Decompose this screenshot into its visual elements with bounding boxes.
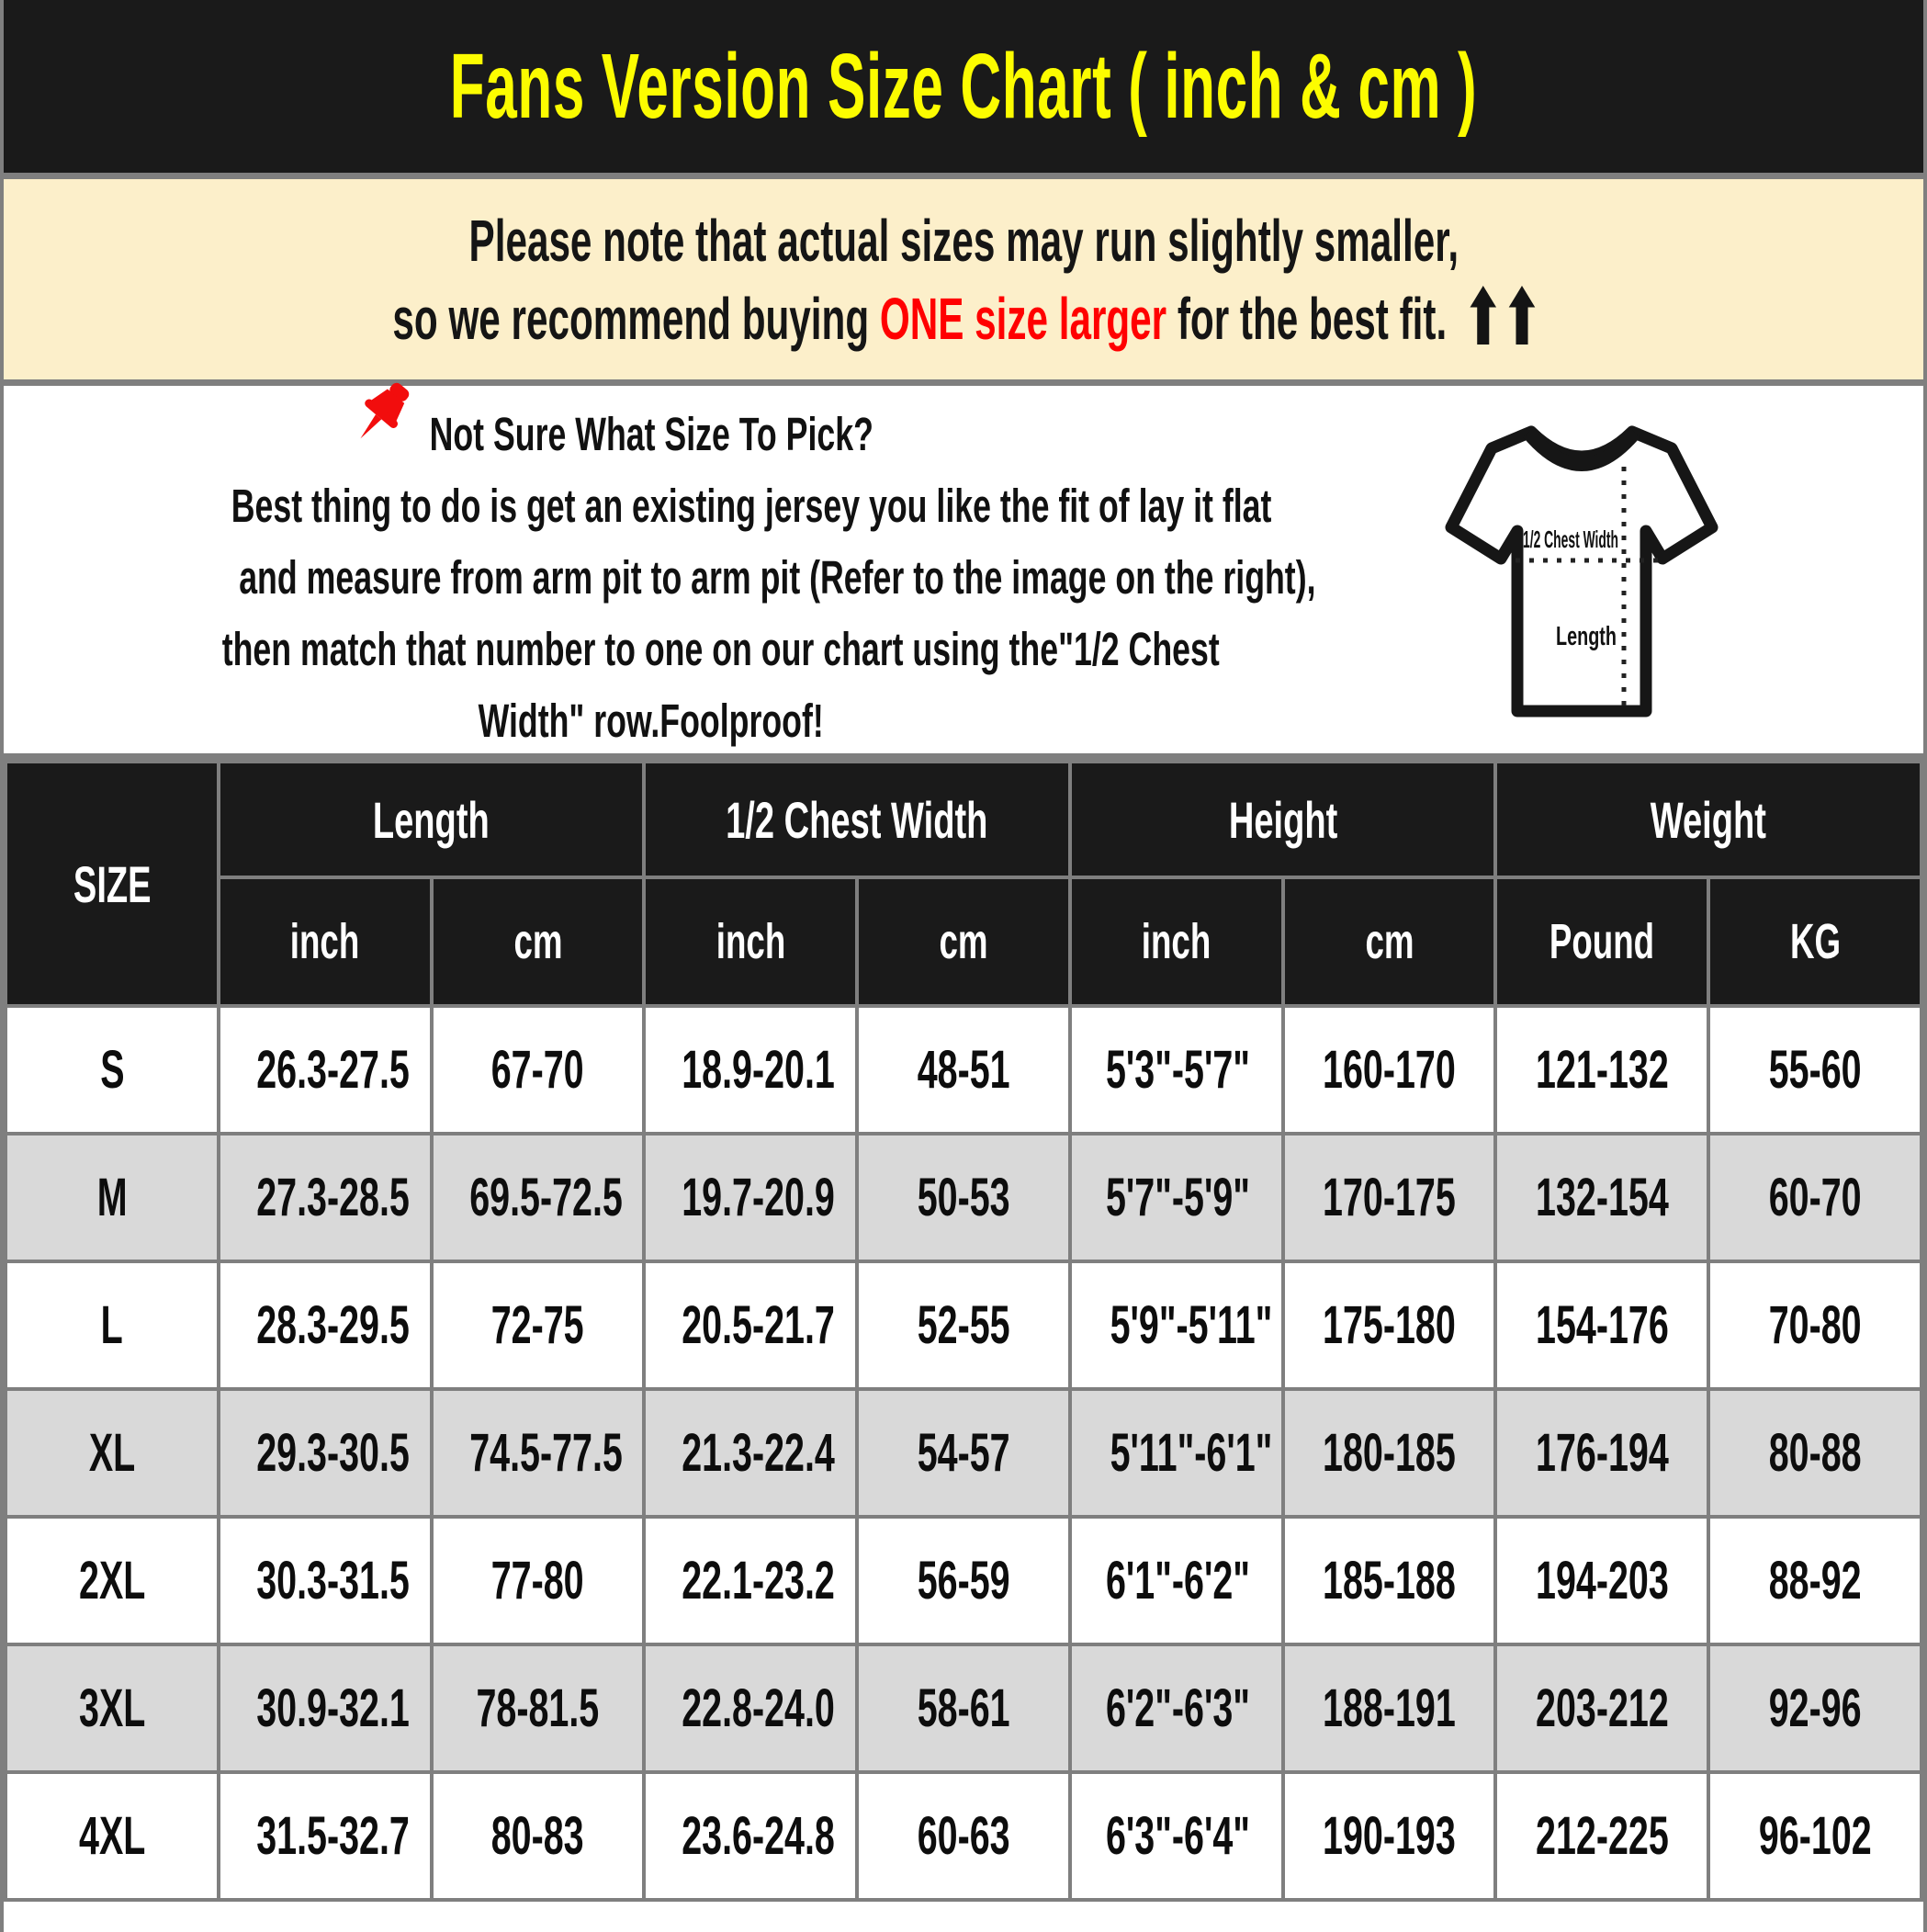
value-cell: 22.1-23.2 — [644, 1517, 857, 1644]
value-cell: 28.3-29.5 — [219, 1261, 432, 1389]
size-table — [4, 760, 1923, 1902]
value-cell: 80-83 — [432, 1772, 645, 1900]
col-group-chest-width: 1/2 Chest Width — [644, 762, 1070, 877]
value-cell: 176-194 — [1495, 1389, 1708, 1517]
col-group-length: Length — [219, 762, 645, 877]
value-cell: 5'3"-5'7" — [1070, 1006, 1283, 1134]
value-cell: 160-170 — [1283, 1006, 1496, 1134]
value-cell: 27.3-28.5 — [219, 1134, 432, 1261]
table-row — [6, 1134, 1921, 1261]
size-larger-highlight: ONE size larger — [879, 285, 1166, 352]
size-cell: XL — [6, 1389, 219, 1517]
value-cell: 203-212 — [1495, 1644, 1708, 1772]
value-cell: 31.5-32.7 — [219, 1772, 432, 1900]
guide-line: Width" row.Foolproof! — [478, 695, 825, 747]
col-group-weight: Weight — [1495, 762, 1921, 877]
value-cell: 58-61 — [857, 1644, 1070, 1772]
guide-text — [8, 399, 1316, 757]
value-cell: 96-102 — [1708, 1772, 1921, 1900]
value-cell: 23.6-24.8 — [644, 1772, 857, 1900]
value-cell: 132-154 — [1495, 1134, 1708, 1261]
guide-line: and measure from arm pit to arm pit (Refer to the image on the right), — [239, 551, 1316, 604]
value-cell: 67-70 — [432, 1006, 645, 1134]
guide-line: then match that number to one on our chart using the"1/2 Chest — [221, 623, 1220, 675]
value-cell: 88-92 — [1708, 1517, 1921, 1644]
header-bar — [4, 0, 1923, 173]
value-cell: 6'2"-6'3" — [1070, 1644, 1283, 1772]
notice-banner — [4, 179, 1923, 379]
value-cell: 80-88 — [1708, 1389, 1921, 1517]
value-cell: 212-225 — [1495, 1772, 1708, 1900]
notice-line-1: Please note that actual sizes may run slightly smaller, — [468, 207, 1459, 274]
value-cell: 78-81.5 — [432, 1644, 645, 1772]
value-cell: 21.3-22.4 — [644, 1389, 857, 1517]
subcol-weight-kg: KG — [1708, 877, 1921, 1006]
table-row — [6, 1644, 1921, 1772]
value-cell: 5'7"-5'9" — [1070, 1134, 1283, 1261]
value-cell: 26.3-27.5 — [219, 1006, 432, 1134]
subcol-height-cm: cm — [1283, 877, 1496, 1006]
value-cell: 48-51 — [857, 1006, 1070, 1134]
subcol-height-inch: inch — [1070, 877, 1283, 1006]
size-cell: M — [6, 1134, 219, 1261]
value-cell: 20.5-21.7 — [644, 1261, 857, 1389]
value-cell: 175-180 — [1283, 1261, 1496, 1389]
value-cell: 69.5-72.5 — [432, 1134, 645, 1261]
table-row — [6, 1006, 1921, 1134]
value-cell: 60-70 — [1708, 1134, 1921, 1261]
size-cell: L — [6, 1261, 219, 1389]
page-title: Fans Version Size Chart ( inch & cm ) — [449, 34, 1478, 138]
tshirt-outline — [1451, 432, 1712, 711]
table-group-header-row — [6, 762, 1921, 877]
notice-line-2-pre: so we recommend buying — [392, 285, 880, 352]
value-cell: 55-60 — [1708, 1006, 1921, 1134]
value-cell: 92-96 — [1708, 1644, 1921, 1772]
value-cell: 74.5-77.5 — [432, 1389, 645, 1517]
size-cell: 3XL — [6, 1644, 219, 1772]
notice-line-2-post: for the best fit. — [1166, 285, 1458, 352]
size-cell: 2XL — [6, 1517, 219, 1644]
table-row — [6, 1261, 1921, 1389]
value-cell: 77-80 — [432, 1517, 645, 1644]
value-cell: 60-63 — [857, 1772, 1070, 1900]
value-cell: 180-185 — [1283, 1389, 1496, 1517]
value-cell: 121-132 — [1495, 1006, 1708, 1134]
guide-line: Best thing to do is get an existing jersey you like the fit of lay it flat — [231, 480, 1272, 532]
value-cell: 54-57 — [857, 1389, 1070, 1517]
guide-heading: Not Sure What Size To Pick? — [429, 408, 873, 460]
up-arrow-icon — [1463, 286, 1502, 345]
value-cell: 22.8-24.0 — [644, 1644, 857, 1772]
value-cell: 19.7-20.9 — [644, 1134, 857, 1261]
value-cell: 30.3-31.5 — [219, 1517, 432, 1644]
guide-section — [4, 386, 1923, 753]
subcol-chest-cm: cm — [857, 877, 1070, 1006]
value-cell: 70-80 — [1708, 1261, 1921, 1389]
value-cell: 194-203 — [1495, 1517, 1708, 1644]
value-cell: 52-55 — [857, 1261, 1070, 1389]
subcol-chest-inch: inch — [644, 877, 857, 1006]
length-label: Length — [1556, 622, 1617, 651]
value-cell: 50-53 — [857, 1134, 1070, 1261]
value-cell: 56-59 — [857, 1517, 1070, 1644]
value-cell: 6'3"-6'4" — [1070, 1772, 1283, 1900]
value-cell: 185-188 — [1283, 1517, 1496, 1644]
value-cell: 6'1"-6'2" — [1070, 1517, 1283, 1644]
value-cell: 170-175 — [1283, 1134, 1496, 1261]
value-cell: 18.9-20.1 — [644, 1006, 857, 1134]
table-row — [6, 1389, 1921, 1517]
up-arrow-icon — [1502, 286, 1540, 345]
value-cell: 190-193 — [1283, 1772, 1496, 1900]
notice-line-2 — [4, 286, 1923, 351]
value-cell: 72-75 — [432, 1261, 645, 1389]
chest-width-label: 1/2 Chest Width — [1523, 525, 1618, 553]
value-cell: 154-176 — [1495, 1261, 1708, 1389]
col-size-header: SIZE — [6, 762, 219, 1006]
tshirt-diagram — [1444, 419, 1719, 731]
value-cell: 5'11"-6'1" — [1070, 1389, 1283, 1517]
col-group-height: Height — [1070, 762, 1496, 877]
table-subheader-row — [6, 877, 1921, 1006]
table-row — [6, 1772, 1921, 1900]
table-row — [6, 1517, 1921, 1644]
section-divider — [4, 173, 1923, 179]
value-cell: 29.3-30.5 — [219, 1389, 432, 1517]
value-cell: 30.9-32.1 — [219, 1644, 432, 1772]
value-cell: 188-191 — [1283, 1644, 1496, 1772]
section-divider — [4, 379, 1923, 386]
subcol-length-cm: cm — [432, 877, 645, 1006]
size-cell: 4XL — [6, 1772, 219, 1900]
value-cell: 5'9"-5'11" — [1070, 1261, 1283, 1389]
subcol-length-inch: inch — [219, 877, 432, 1006]
size-cell: S — [6, 1006, 219, 1134]
subcol-weight-pound: Pound — [1495, 877, 1708, 1006]
